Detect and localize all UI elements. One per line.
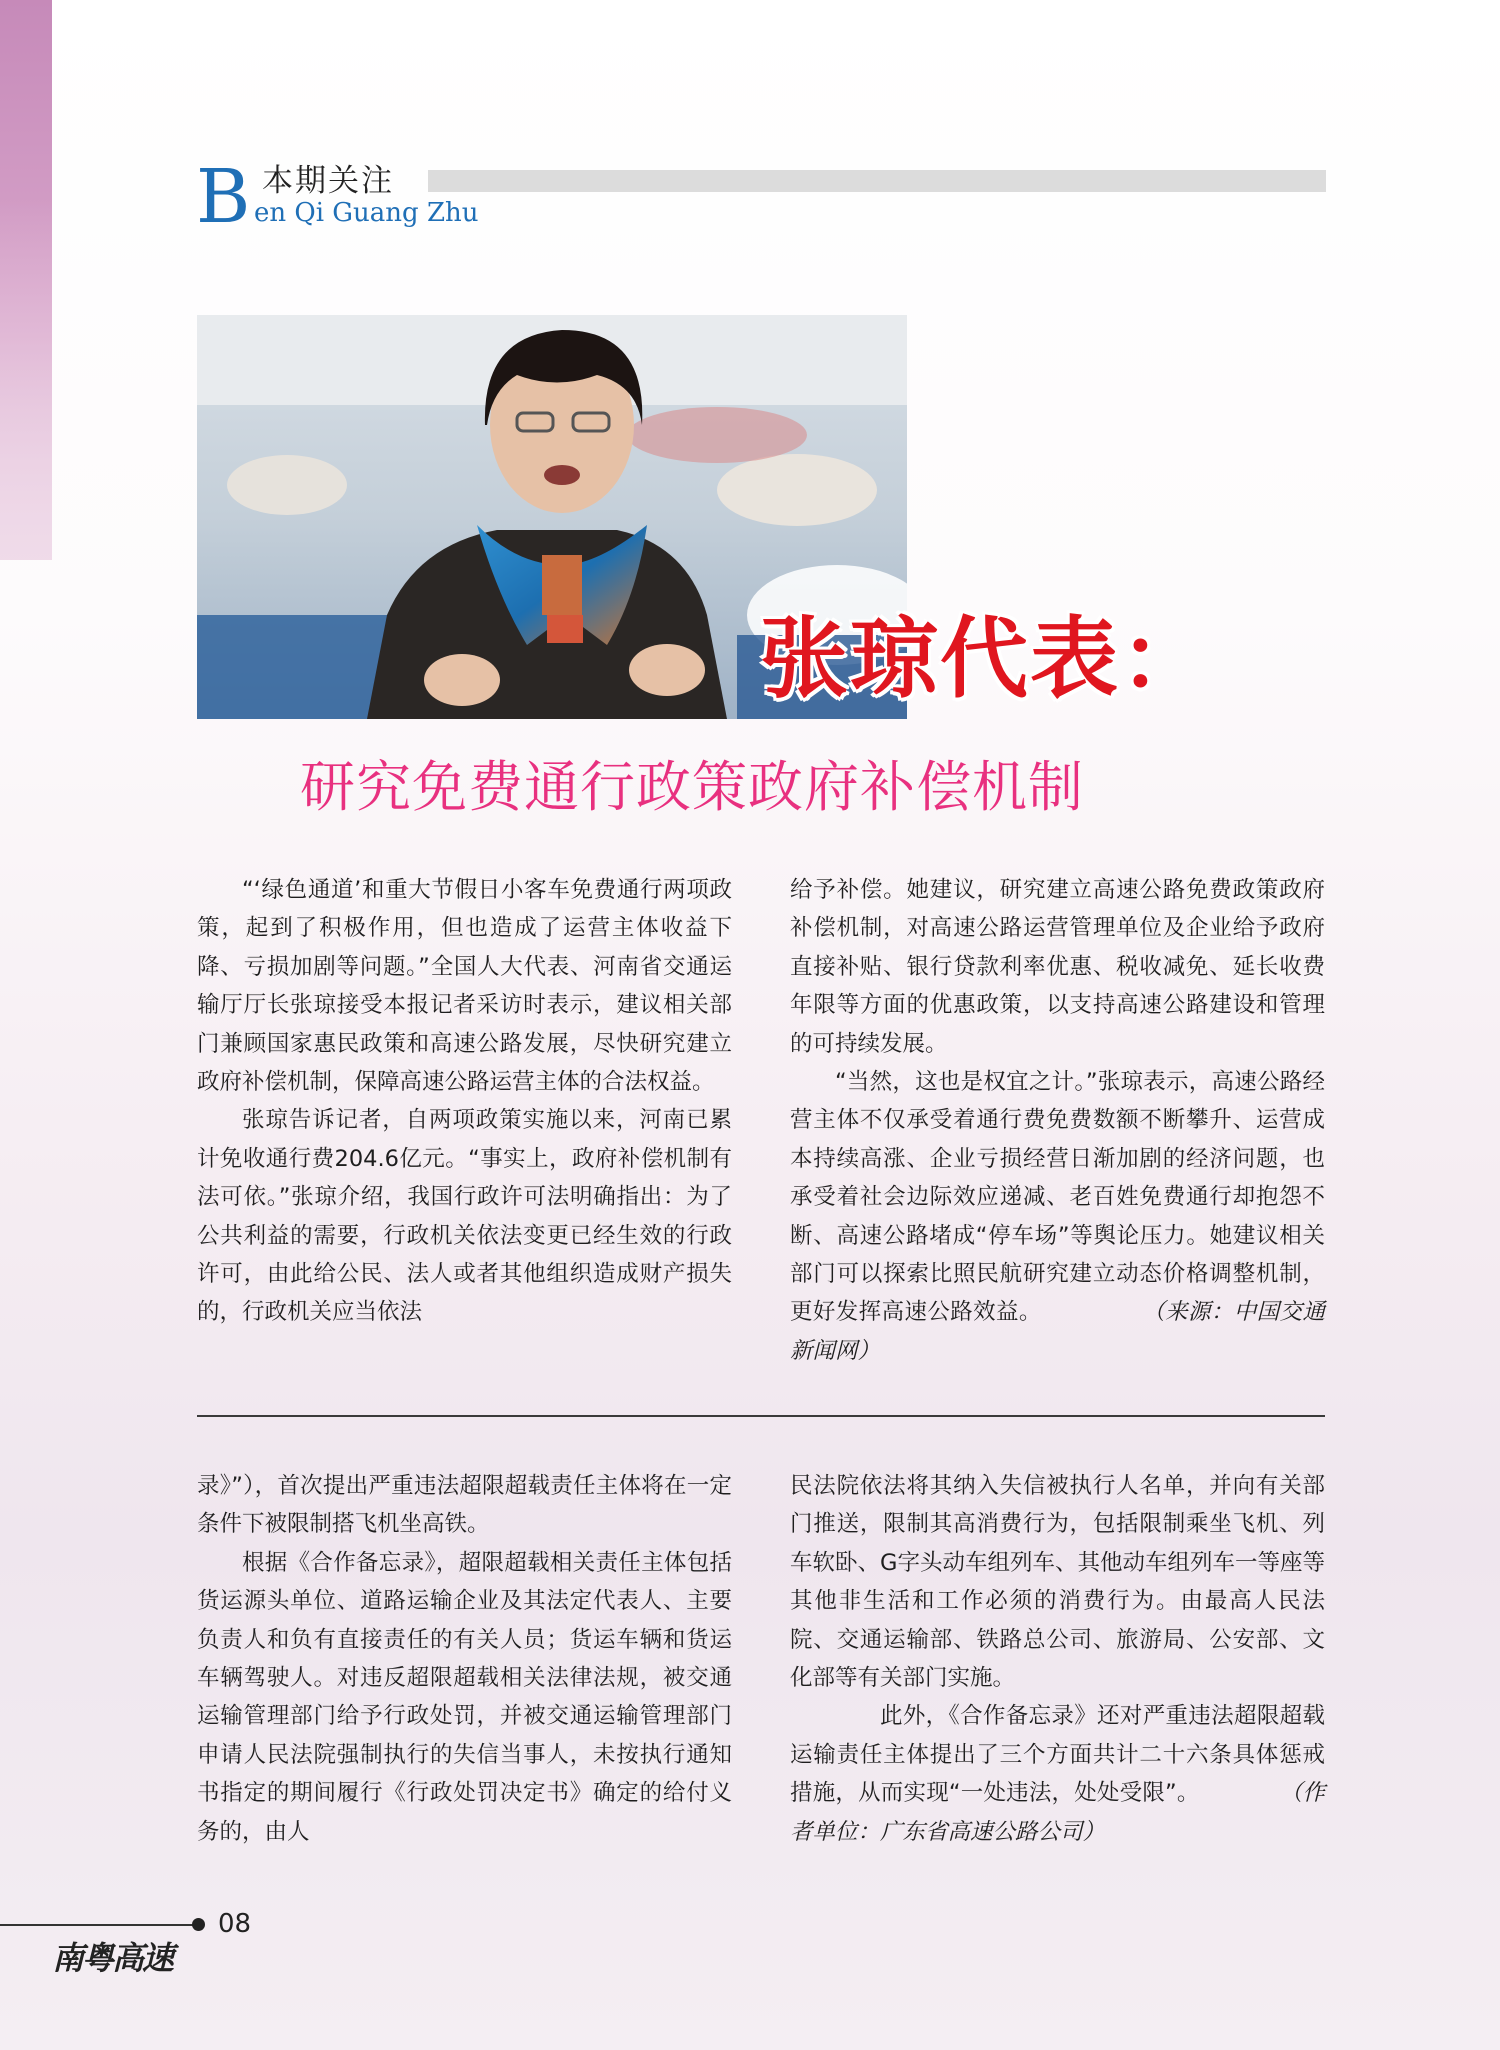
header-letter: B <box>196 154 251 240</box>
article2-paragraph: 根据《合作备忘录》，超限超载相关责任主体包括货运源头单位、道路运输企业及其法定代表人、主要负责人和负有直接责任的有关人员；货运车辆和货运车辆驾驶人。对违反超限超载相关法律法规，被交通运输管理部门给予行政处罚，并被交通运输管理部门申请人民法院强制执行的失信当事人，未按执行通知书指定的期间履行《行政处罚决定书》确定的给付义务的，由人 <box>197 1549 732 1845</box>
magazine-logo: 南粤高速 <box>52 1939 173 1977</box>
article2-author: （作者单位：广东省高速公路公司） <box>790 1780 1325 1845</box>
article2-paragraph-text: 此外，《合作备忘录》还对严重违法超限超载运输责任主体提出了三个方面共计二十六条具体惩戒措施，从而实现“一处违法，处处受限”。 <box>790 1703 1325 1807</box>
article1-right-column <box>790 871 1325 1370</box>
article2-left-column <box>197 1467 732 1851</box>
article-title: 张琼代表： <box>760 606 1211 710</box>
article2-paragraph <box>790 1697 1325 1851</box>
article1-paragraph: 张琼告诉记者，自两项政策实施以来，河南已累计免收通行费204.6亿元。“事实上，政府补偿机制有法可依。”张琼介绍，我国行政许可法明确指出：为了公共利益的需要，行政机关依法变更已经生效的行政许可，由此给公民、法人或者其他组织造成财产损失的，行政机关应当依法 <box>197 1107 732 1326</box>
header-bar <box>428 170 1326 192</box>
header-pinyin: en Qi Guang Zhu <box>254 198 479 228</box>
article1-paragraph <box>790 1063 1325 1370</box>
article2-paragraph-cont: 录》”），首次提出严重违法超限超载责任主体将在一定条件下被限制搭飞机坐高铁。 <box>197 1473 732 1538</box>
article1-left-column <box>197 871 732 1332</box>
article2-paragraph-cont: 民法院依法将其纳入失信被执行人名单，并向有关部门推送，限制其高消费行为，包括限制乘坐飞机、列车软卧、G字头动车组列车、其他动车组列车一等座等其他非生活和工作必须的消费行为。由最高人民法院、交通运输部、铁路总公司、旅游局、公安部、文化部等有关部门实施。 <box>790 1473 1325 1692</box>
page-number: 08 <box>218 1909 252 1939</box>
article1-paragraph-text: “当然，这也是权宜之计。”张琼表示，高速公路经营主体不仅承受着通行费免费数额不断攀升、运营成本持续高涨、企业亏损经营日渐加剧的经济问题，也承受着社会边际效应递减、老百姓免费通行却抱怨不断、高速公路堵成“停车场”等舆论压力。她建议相关部门可以探索比照民航研究建立动态价格调整机制，更好发挥高速公路效益。 <box>790 1069 1325 1326</box>
section-header <box>196 154 1326 240</box>
article2-right-column <box>790 1467 1325 1851</box>
article1-paragraph-cont: 给予补偿。她建议，研究建立高速公路免费政策政府补偿机制，对高速公路运营管理单位及企业给予政府直接补贴、银行贷款利率优惠、税收减免、延长收费年限等方面的优惠政策，以支持高速公路建设和管理的可持续发展。 <box>790 877 1325 1057</box>
section-divider <box>197 1415 1325 1417</box>
footer-line <box>0 1924 200 1926</box>
article1-source: （来源：中国交通新闻网） <box>790 1299 1325 1364</box>
corner-fade <box>0 200 52 560</box>
article-subtitle: 研究免费通行政策政府补偿机制 <box>300 755 1085 819</box>
footer-dot <box>192 1918 205 1931</box>
article1-paragraph: “‘绿色通道’和重大节假日小客车免费通行两项政策，起到了积极作用，但也造成了运营主体收益下降、亏损加剧等问题。”全国人大代表、河南省交通运输厅厅长张琼接受本报记者采访时表示，建议相关部门兼顾国家惠民政策和高速公路发展，尽快研究建立政府补偿机制，保障高速公路运营主体的合法权益。 <box>197 877 732 1096</box>
header-title: 本期关注 <box>262 163 394 199</box>
